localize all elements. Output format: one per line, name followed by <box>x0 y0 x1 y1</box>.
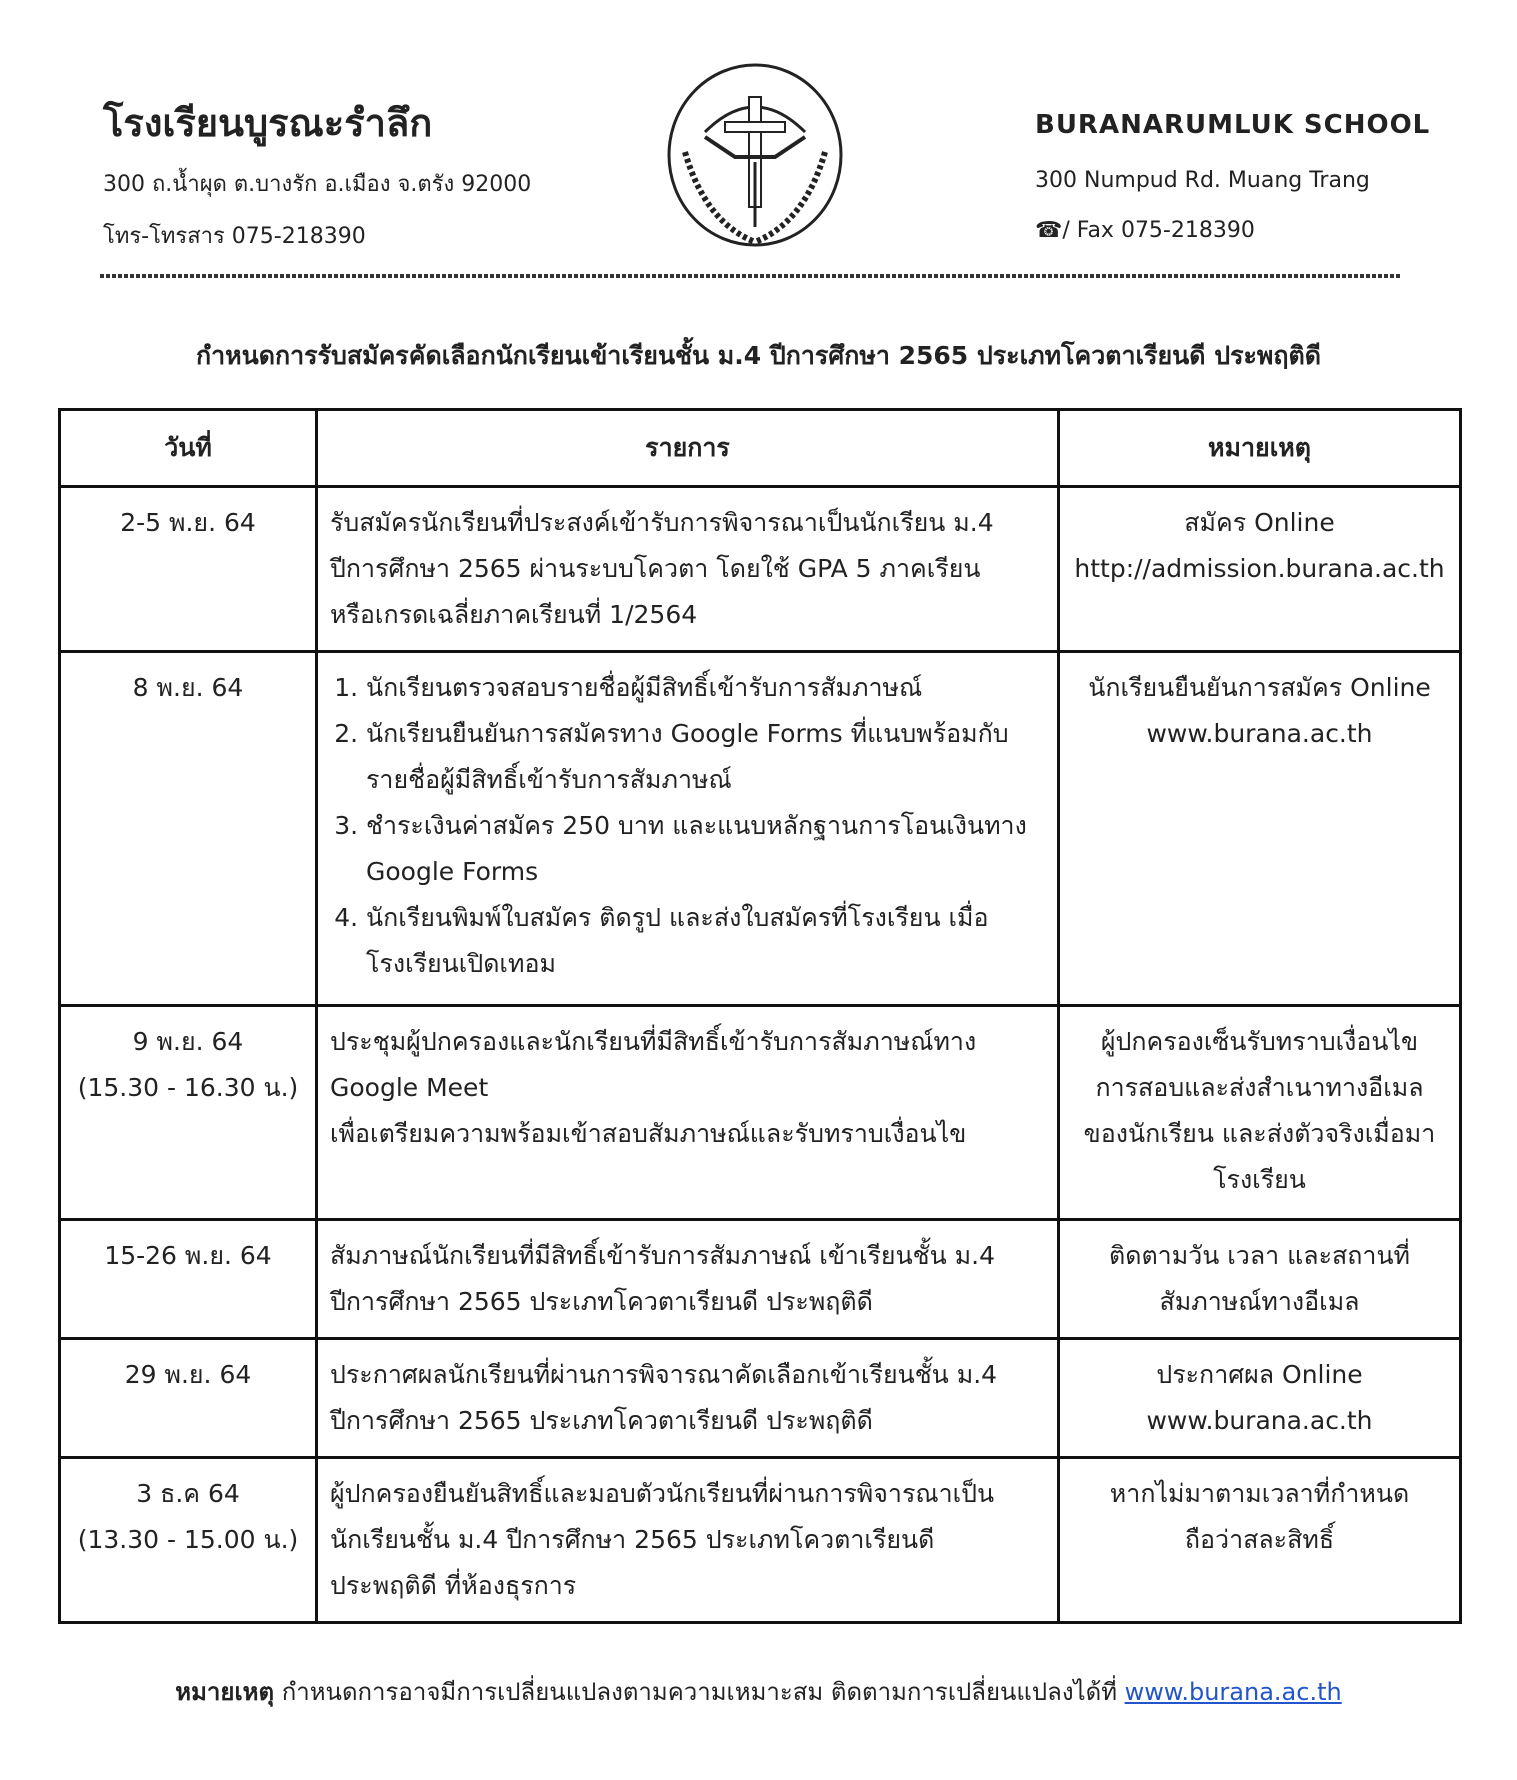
note-cell <box>1059 487 1461 652</box>
date-cell <box>60 652 317 1006</box>
date-cell <box>60 1458 317 1623</box>
item-line: ประชุมผู้ปกครองและนักเรียนที่มีสิทธิ์เข้ารับการสัมภาษณ์ทาง <box>330 1027 977 1056</box>
note-line: สัมภาษณ์ทางอีเมล <box>1159 1287 1360 1316</box>
fax-en <box>1035 218 1255 243</box>
note-cell <box>1059 1006 1461 1220</box>
date: 29 พ.ย. 64 <box>124 1360 252 1389</box>
date-cell <box>60 1339 317 1458</box>
item-line: ผู้ปกครองยืนยันสิทธิ์และมอบตัวนักเรียนที่ผ่านการพิจารณาเป็น <box>330 1479 995 1508</box>
header-note: หมายเหตุ <box>1059 410 1461 487</box>
item-line: นักเรียนชั้น ม.4 ปีการศึกษา 2565 ประเภทโควตาเรียนดี <box>330 1525 935 1554</box>
list-item: 1. นักเรียนตรวจสอบรายชื่อผู้มีสิทธิ์เข้ารับการสัมภาษณ์ <box>366 665 1045 711</box>
date: 9 พ.ย. 64 <box>132 1027 244 1056</box>
note-cell <box>1059 1458 1461 1623</box>
item-line: ปีการศึกษา 2565 ผ่านระบบโควตา โดยใช้ GPA 5 ภาคเรียน <box>330 554 981 583</box>
date: 8 พ.ย. 64 <box>132 673 244 702</box>
header-date: วันที่ <box>60 410 317 487</box>
table-header-row <box>60 410 1461 487</box>
phone-icon: ☎ <box>1035 218 1063 243</box>
items-cell <box>317 1220 1059 1339</box>
date: 3 ธ.ค 64 <box>136 1479 240 1508</box>
table-row <box>60 487 1461 652</box>
note-line: ติดตามวัน เวลา และสถานที่ <box>1108 1241 1411 1270</box>
note-cell <box>1059 652 1461 1006</box>
note-link: www.burana.ac.th <box>1146 719 1373 748</box>
schedule-table <box>58 408 1462 1624</box>
note-line: การสอบและส่งสำเนาทางอีเมล <box>1095 1073 1424 1102</box>
items-cell <box>317 652 1059 1006</box>
item-line: เพื่อเตรียมความพร้อมเข้าสอบสัมภาษณ์และรับทราบเงื่อนไข <box>330 1119 967 1148</box>
school-name-th: โรงเรียนบูรณะรำลึก <box>103 101 433 145</box>
table-row <box>60 1458 1461 1623</box>
item-line: Google Meet <box>330 1073 489 1102</box>
fax-number: / Fax 075-218390 <box>1062 218 1255 243</box>
table-row <box>60 1006 1461 1220</box>
note-line: สมัคร Online <box>1184 508 1335 537</box>
note-line: ของนักเรียน และส่งตัวจริงเมื่อมา <box>1083 1119 1436 1148</box>
list-item: 4. นักเรียนพิมพ์ใบสมัคร ติดรูป และส่งใบสมัครที่โรงเรียน เมื่อโรงเรียนเปิดเทอม <box>366 895 1045 987</box>
note-link: www.burana.ac.th <box>1146 1406 1373 1435</box>
item-line: ประพฤติดี ที่ห้องธุรการ <box>330 1571 577 1600</box>
date-cell <box>60 1006 317 1220</box>
note-line: นักเรียนยืนยันการสมัคร Online <box>1088 673 1431 702</box>
address-th: 300 ถ.น้ำผุด ต.บางรัก อ.เมือง จ.ตรัง 92000 <box>103 172 532 197</box>
footer-label: หมายเหตุ <box>175 1678 275 1706</box>
tel-th: โทร-โทรสาร 075-218390 <box>103 224 366 249</box>
item-line: รับสมัครนักเรียนที่ประสงค์เข้ารับการพิจารณาเป็นนักเรียน ม.4 <box>330 508 994 537</box>
footer-note <box>0 1672 1517 1711</box>
note-cell <box>1059 1339 1461 1458</box>
items-cell <box>317 1339 1059 1458</box>
list-item: 3. ชำระเงินค่าสมัคร 250 บาท และแนบหลักฐานการโอนเงินทาง Google Forms <box>366 803 1045 895</box>
table-row <box>60 1220 1461 1339</box>
note-link: http://admission.burana.ac.th <box>1074 554 1445 583</box>
website-link[interactable]: www.burana.ac.th <box>1124 1678 1342 1706</box>
table-row <box>60 652 1461 1006</box>
school-name-en: BURANARUMLUK SCHOOL <box>1035 110 1431 140</box>
note-line: ผู้ปกครองเซ็นรับทราบเงื่อนไข <box>1100 1027 1419 1056</box>
footer-text: กำหนดการอาจมีการเปลี่ยนแปลงตามความเหมาะสม ติดตามการเปลี่ยนแปลงได้ที่ <box>274 1678 1125 1706</box>
table-row <box>60 1339 1461 1458</box>
note-line: ถือว่าสละสิทธิ์ <box>1184 1525 1335 1554</box>
school-logo <box>665 62 845 248</box>
page-title: กำหนดการรับสมัครคัดเลือกนักเรียนเข้าเรียนชั้น ม.4 ปีการศึกษา 2565 ประเภทโควตาเรียนดี ประพฤติดี <box>195 341 1322 370</box>
items-cell <box>317 1006 1059 1220</box>
item-line: ปีการศึกษา 2565 ประเภทโควตาเรียนดี ประพฤติดี <box>330 1406 873 1435</box>
item-line: หรือเกรดเฉลี่ยภาคเรียนที่ 1/2564 <box>330 600 698 629</box>
date: 2-5 พ.ย. 64 <box>120 508 256 537</box>
header-divider <box>100 274 1400 278</box>
time: (15.30 - 16.30 น.) <box>77 1073 299 1102</box>
note-line: ประกาศผล Online <box>1156 1360 1363 1389</box>
date: 15-26 พ.ย. 64 <box>104 1241 272 1270</box>
note-line: หากไม่มาตามเวลาที่กำหนด <box>1109 1479 1410 1508</box>
items-cell <box>317 1458 1059 1623</box>
note-cell <box>1059 1220 1461 1339</box>
header-items: รายการ <box>317 410 1059 487</box>
date-cell <box>60 1220 317 1339</box>
steps-list <box>330 665 1045 987</box>
time: (13.30 - 15.00 น.) <box>77 1525 299 1554</box>
address-en: 300 Numpud Rd. Muang Trang <box>1035 168 1370 193</box>
list-item: 2. นักเรียนยืนยันการสมัครทาง Google Forms ที่แนบพร้อมกับรายชื่อผู้มีสิทธิ์เข้ารับการสัมภาษณ์ <box>366 711 1045 803</box>
items-cell <box>317 487 1059 652</box>
note-line: โรงเรียน <box>1213 1165 1306 1194</box>
date-cell <box>60 487 317 652</box>
item-line: ประกาศผลนักเรียนที่ผ่านการพิจารณาคัดเลือกเข้าเรียนชั้น ม.4 <box>330 1360 998 1389</box>
item-line: ปีการศึกษา 2565 ประเภทโควตาเรียนดี ประพฤติดี <box>330 1287 873 1316</box>
item-line: สัมภาษณ์นักเรียนที่มีสิทธิ์เข้ารับการสัมภาษณ์ เข้าเรียนชั้น ม.4 <box>330 1241 995 1270</box>
